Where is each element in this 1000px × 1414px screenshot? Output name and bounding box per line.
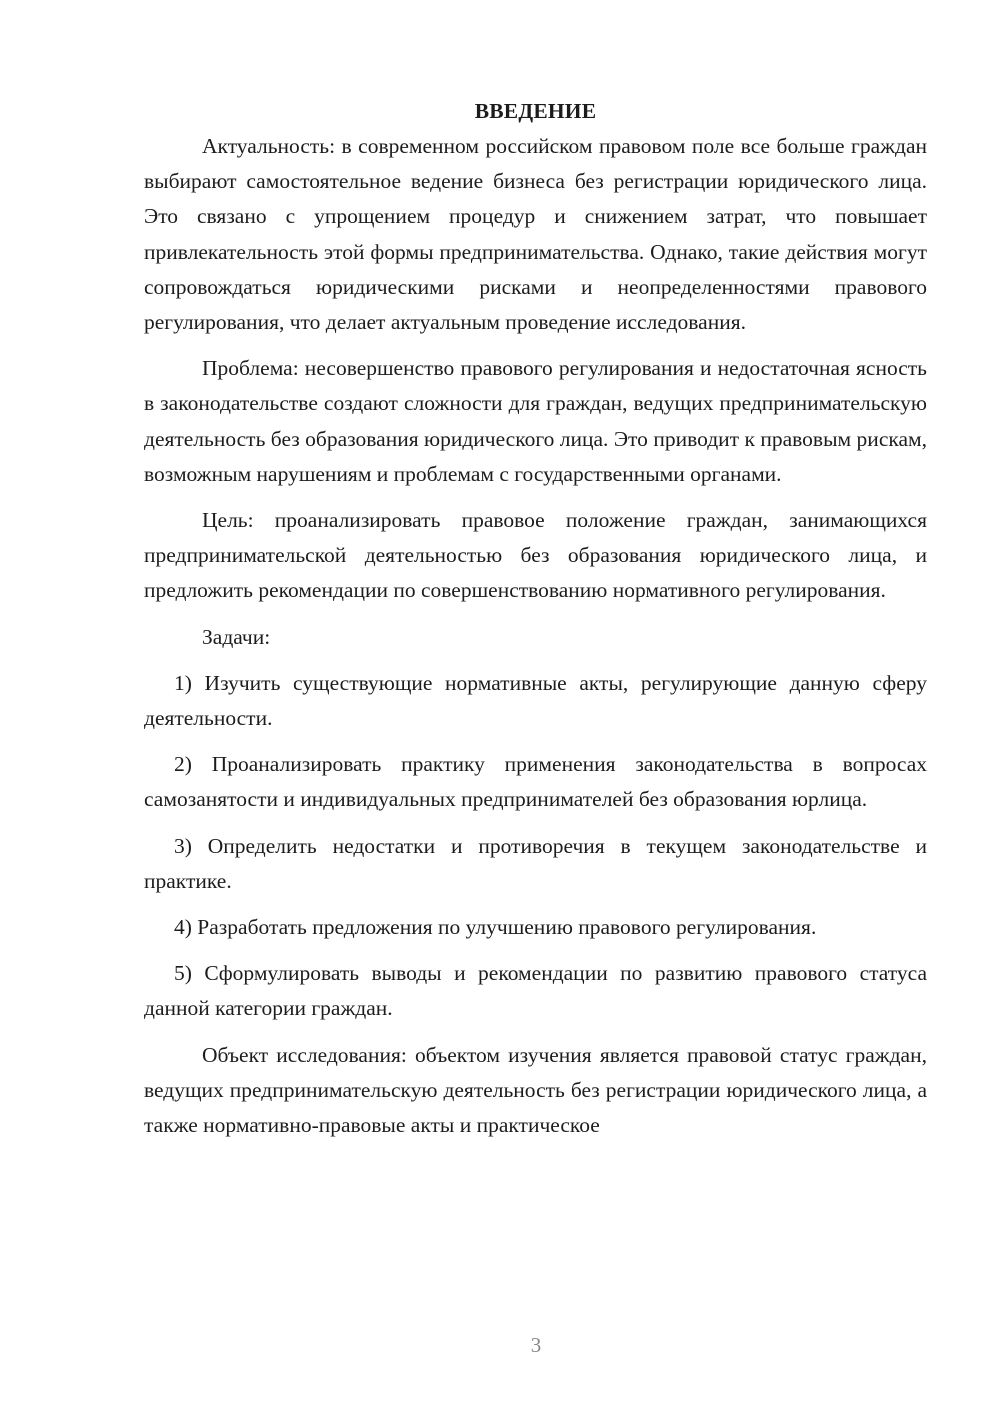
paragraph-relevance: Актуальность: в современном российском правовом поле все больше граждан выбирают самостоятельное ведение бизнеса без регистрации юридического лица. Это связано с упрощением процедур и снижением затрат, что повышает привлекательность этой формы предпринимательства. Однако, такие действия могут сопровождаться юридическими рисками и неопределенностями правового регулирования, что делает актуальным проведение исследования. [144,134,927,335]
tasks-heading: Задачи: [202,624,271,649]
task-item: 4) Разработать предложения по улучшению правового регулирования. [174,915,817,940]
paragraph-goal: Цель: проанализировать правовое положение граждан, занимающихся предпринимательской деятельностью без образования юридического лица, и предложить рекомендации по совершенствованию нормативного регулирования. [144,508,927,603]
paragraph-problem: Проблема: несовершенство правового регулирования и недостаточная ясность в законодательстве создают сложности для граждан, ведущих предпринимательскую деятельность без образования юридического лица. Это приводит к правовым рискам, возможным нарушениям и проблемам с государственными органами. [144,356,927,486]
task-item: 2) Проанализировать практику применения законодательства в вопросах самозанятости и индивидуальных предпринимателей без образования юрлица. [144,752,927,812]
document-page [144,94,927,1154]
paragraph-object: Объект исследования: объектом изучения является правовой статус граждан, ведущих предпринимательскую деятельность без регистрации юридического лица, а также нормативно-правовые акты и практическое [144,1042,927,1138]
task-item: 5) Сформулировать выводы и рекомендации по развитию правового статуса данной категории граждан. [144,961,927,1021]
section-title: ВВЕДЕНИЕ [474,99,597,123]
task-item: 3) Определить недостатки и противоречия в текущем законодательстве и практике. [144,833,927,893]
task-item: 1) Изучить существующие нормативные акты, регулирующие данную сферу деятельности. [144,670,927,731]
page-number: 3 [530,1333,542,1357]
